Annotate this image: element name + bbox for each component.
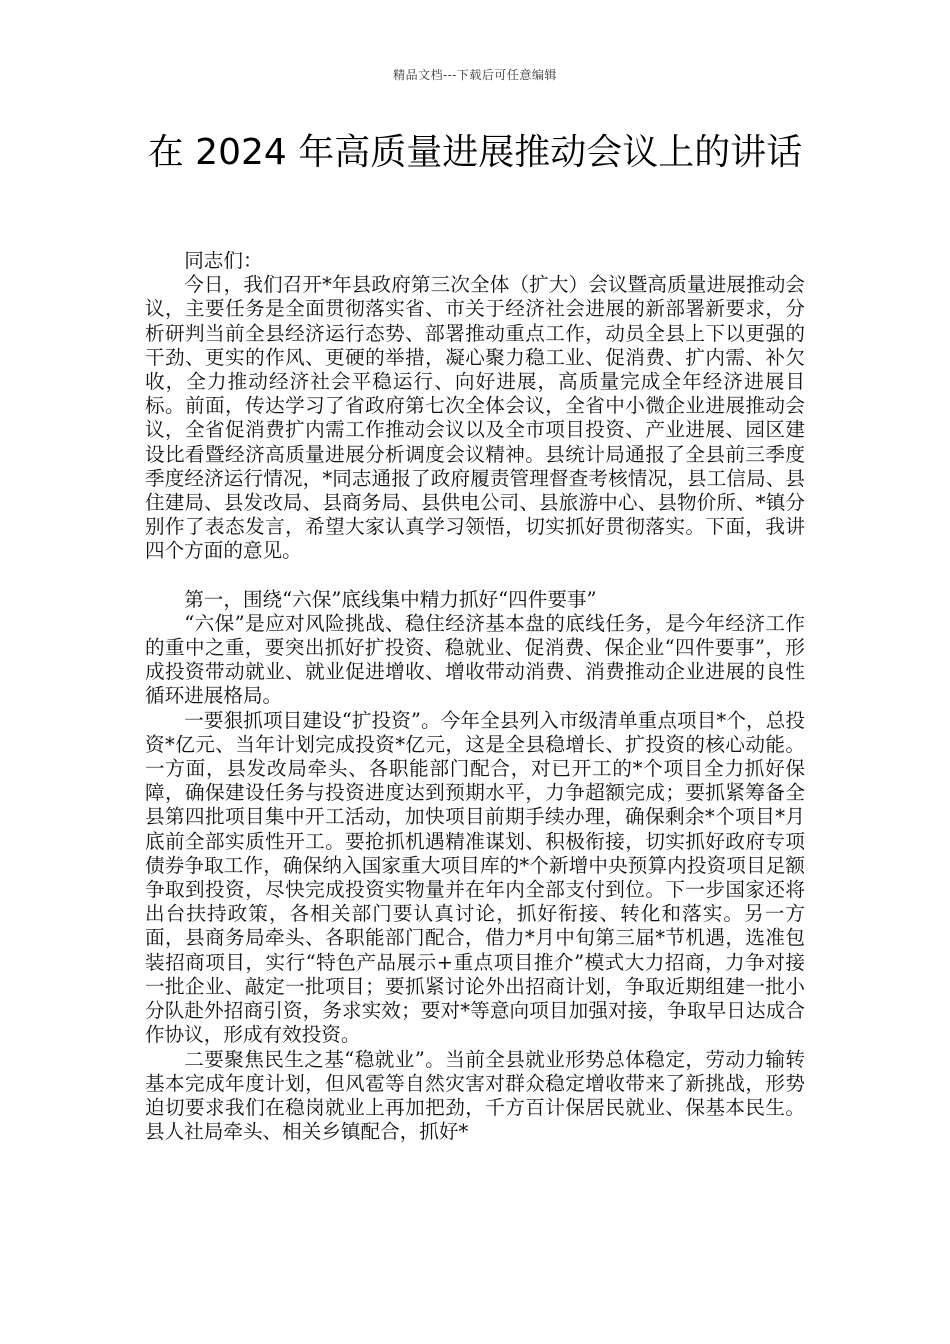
header-note: 精品文档---下载后可任意编辑 [393, 68, 557, 82]
paragraph-investment: 一要狠抓项目建设“扩投资”。今年全县列入市级清单重点项目*个，总投资*亿元、当年计划完成投资*亿元，这是全县稳增长、扩投资的核心动能。一方面，县发改局牵头、各职能部门配合，对已开工的*个项目全力抓好保障，确保建设任务与投资进度达到预期水平，力争超额完成；要抓紧筹备全县第四批项目集中开工活动，加快项目前期手续办理，确保剩余*个项目*月底前全部实质性开工。要抢抓机遇精准谋划、积极衔接，切实抓好政府专项债券争取工作，确保纳入国家重大项目库的*个新增中央预算内投资项目足额争取到投资，尽快完成投资实物量并在年内全部支付到位。下一步国家还将出台扶持政策，各相关部门要认真讨论，抓好衔接、转化和落实。另一方面，县商务局牵头、各职能部门配合，借力*月中旬第三届*节机遇，选准包装招商项目，实行“特色产品展示+重点项目推介”模式大力招商，力争对接一批企业、敲定一批项目；要抓紧讨论外出招商计划，争取近期组建一批小分队赴外招商引资，务求实效；要对*等意向项目加强对接，争取早日达成合作协议，形成有效投资。 [145, 708, 805, 1047]
paragraph-intro: 今日，我们召开*年县政府第三次全体（扩大）会议暨高质量进展推动会议，主要任务是全面贯彻落实省、市关于经济社会进展的新部署新要求，分析研判当前全县经济运行态势、部署推动重点工作，动员全县上下以更强的干劲、更实的作风、更硬的举措，凝心聚力稳工业、促消费、扩内需、补欠收，全力推动经济社会平稳运行、向好进展，高质量完成全年经济进展目标。前面，传达学习了省政府第七次全体会议，全省中小微企业进展推动会议，全省促消费扩内需工作推动会议以及全市项目投资、产业进展、园区建设比看暨经济高质量进展分析调度会议精神。县统计局通报了全县前三季度季度经济运行情况，*同志通报了政府履责管理督查考核情况，县工信局、县住建局、县发改局、县商务局、县供电公司、县旅游中心、县物价所、*镇分别作了表态发言，希望大家认真学习领悟，切实抓好贯彻落实。下面，我讲四个方面的意见。 [145, 273, 805, 563]
paragraph-employment: 二要聚焦民生之基“稳就业”。当前全县就业形势总体稳定，劳动力输转基本完成年度计划，但风雹等自然灾害对群众稳定增收带来了新挑战，形势迫切要求我们在稳岗就业上再加把劲，千方百计保居民就业、保基本民生。县人社局牵头、相关乡镇配合，抓好* [145, 1047, 805, 1144]
section-heading-1: 第一，围绕“六保”底线集中精力抓好“四件要事” [184, 587, 597, 611]
document-body [145, 249, 805, 1144]
paragraph-section-1-overview: “六保”是应对风险挑战、稳住经济基本盘的底线任务，是今年经济工作的重中之重，要突出抓好扩投资、稳就业、促消费、保企业“四件要事”，形成投资带动就业、就业促进增收、增收带动消费、消费推动企业进展的良性循环进展格局。 [145, 611, 805, 708]
salutation: 同志们： [184, 249, 263, 272]
document-title: 在 2024 年高质量进展推动会议上的讲话 [147, 132, 803, 173]
